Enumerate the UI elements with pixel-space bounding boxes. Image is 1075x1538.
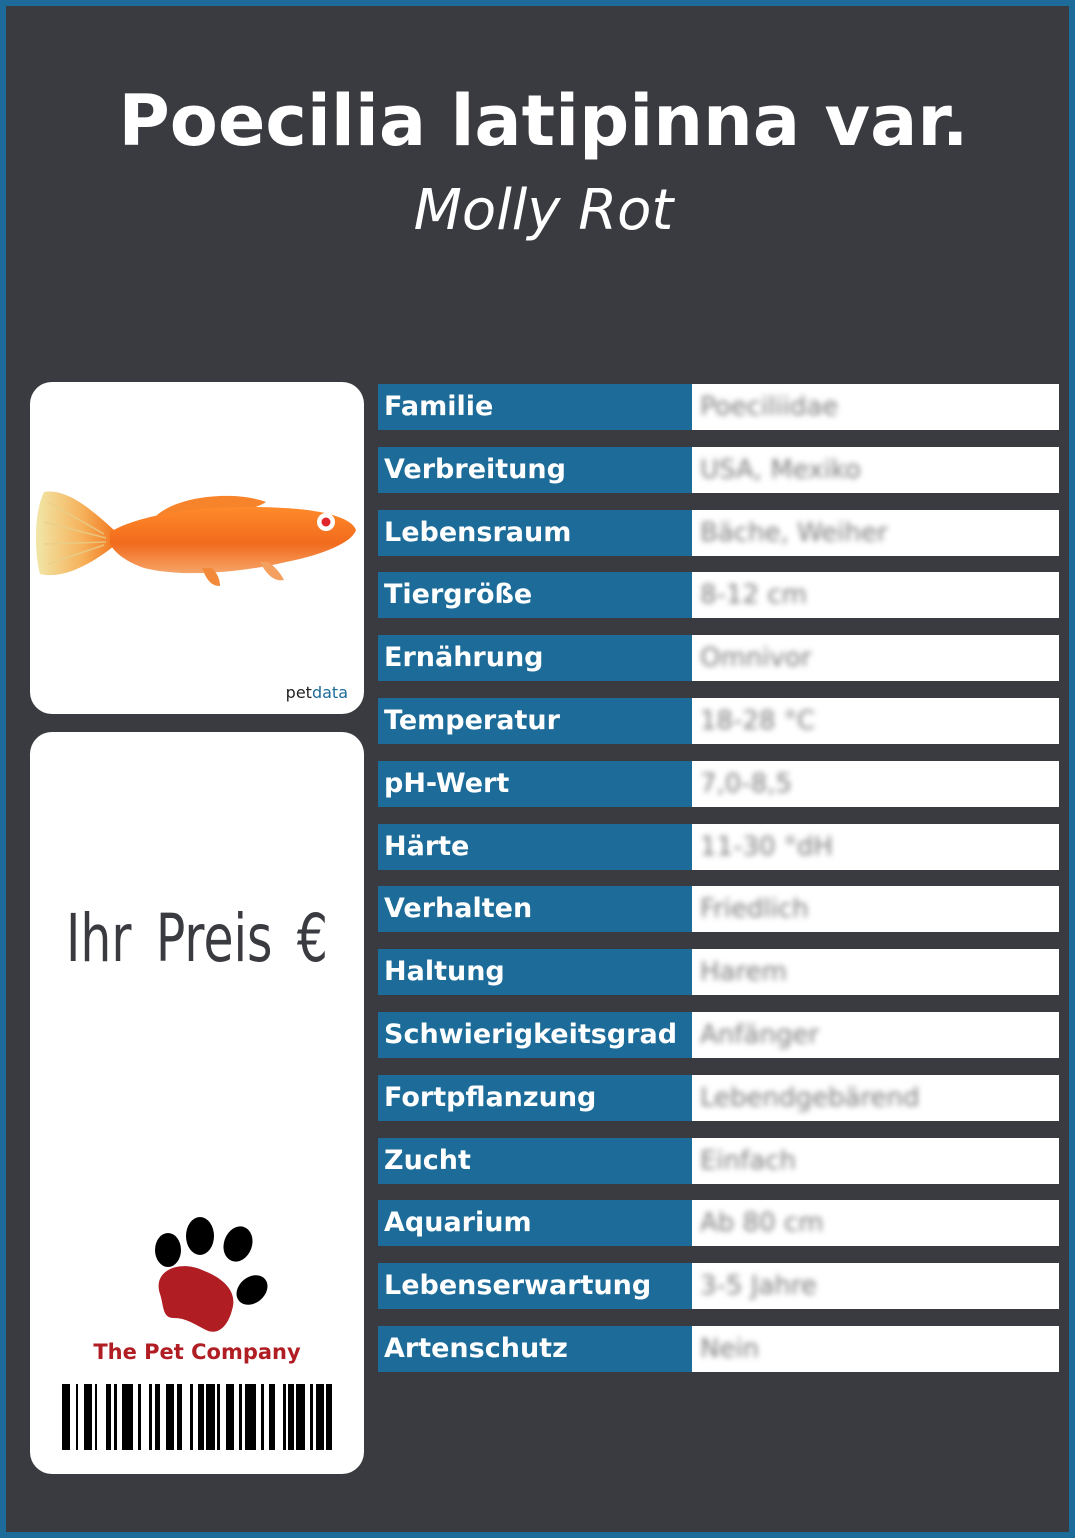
- fact-row: [378, 1012, 1059, 1058]
- fact-label: Fortpflanzung: [378, 1075, 692, 1121]
- fact-row: [378, 510, 1059, 556]
- fact-value: [692, 1200, 1059, 1246]
- fact-value-text: Harem: [700, 957, 787, 987]
- fact-value: [692, 447, 1059, 493]
- species-title: Poecilia latipinna var.: [118, 80, 969, 162]
- fact-value-text: 3-5 Jahre: [700, 1271, 817, 1301]
- fact-value-text: 7,0-8,5: [700, 769, 793, 799]
- fact-value-text: Lebendgebärend: [700, 1083, 920, 1113]
- fact-value-text: Nein: [700, 1334, 760, 1364]
- fact-value: [692, 1138, 1059, 1184]
- fact-label: pH-Wert: [378, 761, 692, 807]
- fact-label: Lebensraum: [378, 510, 692, 556]
- fact-row: [378, 1075, 1059, 1121]
- fact-row: [378, 824, 1059, 870]
- fact-row: [378, 447, 1059, 493]
- company-name: The Pet Company: [93, 1340, 301, 1364]
- price-card: [30, 732, 364, 1474]
- fact-label: Aquarium: [378, 1200, 692, 1246]
- fact-value-text: Einfach: [700, 1146, 796, 1176]
- fact-label: Verbreitung: [378, 447, 692, 493]
- fact-label: Tiergröße: [378, 572, 692, 618]
- fact-value: [692, 761, 1059, 807]
- fact-value: [692, 510, 1059, 556]
- fact-label: Familie: [378, 384, 692, 430]
- fact-label: Artenschutz: [378, 1326, 692, 1372]
- fact-row: [378, 384, 1059, 430]
- fact-label: Ernährung: [378, 635, 692, 681]
- fact-row: [378, 1263, 1059, 1309]
- fact-value: [692, 698, 1059, 744]
- fact-value-text: Ab 80 cm: [700, 1208, 824, 1238]
- fact-value: [692, 1012, 1059, 1058]
- paw-icon: [142, 1214, 270, 1338]
- fact-value: [692, 1326, 1059, 1372]
- fact-value-text: 11-30 °dH: [700, 832, 833, 862]
- fact-value-text: Friedlich: [700, 894, 809, 924]
- petdata-logo: petdata: [285, 683, 348, 702]
- common-name-subtitle: Molly Rot: [413, 178, 674, 243]
- fish-photo-card: [30, 382, 364, 714]
- fact-value: [692, 824, 1059, 870]
- fact-row: [378, 635, 1059, 681]
- fact-value: [692, 886, 1059, 932]
- fact-row: [378, 572, 1059, 618]
- fact-row: [378, 1200, 1059, 1246]
- fact-value: [692, 635, 1059, 681]
- fact-label: Haltung: [378, 949, 692, 995]
- fact-label: Härte: [378, 824, 692, 870]
- fact-label: Schwierigkeitsgrad: [378, 1012, 692, 1058]
- fact-row: [378, 1138, 1059, 1184]
- fact-value-text: Omnivor: [700, 643, 812, 673]
- price-label: Ihr Preis €: [66, 900, 328, 977]
- fact-value-text: Poeciliidae: [700, 392, 839, 422]
- fact-value: [692, 949, 1059, 995]
- fact-label: Zucht: [378, 1138, 692, 1184]
- fact-value-text: 18-28 °C: [700, 706, 815, 736]
- fact-value-text: USA, Mexiko: [700, 455, 861, 485]
- fact-row: [378, 761, 1059, 807]
- fact-label: Verhalten: [378, 886, 692, 932]
- fact-value-text: 8-12 cm: [700, 580, 807, 610]
- fact-value: [692, 1263, 1059, 1309]
- fact-label: Lebenserwartung: [378, 1263, 692, 1309]
- barcode: [62, 1384, 338, 1450]
- fact-label: Temperatur: [378, 698, 692, 744]
- fact-row: [378, 698, 1059, 744]
- fact-value: [692, 572, 1059, 618]
- fact-row: [378, 886, 1059, 932]
- fact-value-text: Bäche, Weiher: [700, 518, 888, 548]
- fact-value-text: Anfänger: [700, 1020, 820, 1050]
- fact-row: [378, 949, 1059, 995]
- red-molly-fish-image: [34, 482, 360, 592]
- fact-row: [378, 1326, 1059, 1372]
- fact-value: [692, 384, 1059, 430]
- fact-value: [692, 1075, 1059, 1121]
